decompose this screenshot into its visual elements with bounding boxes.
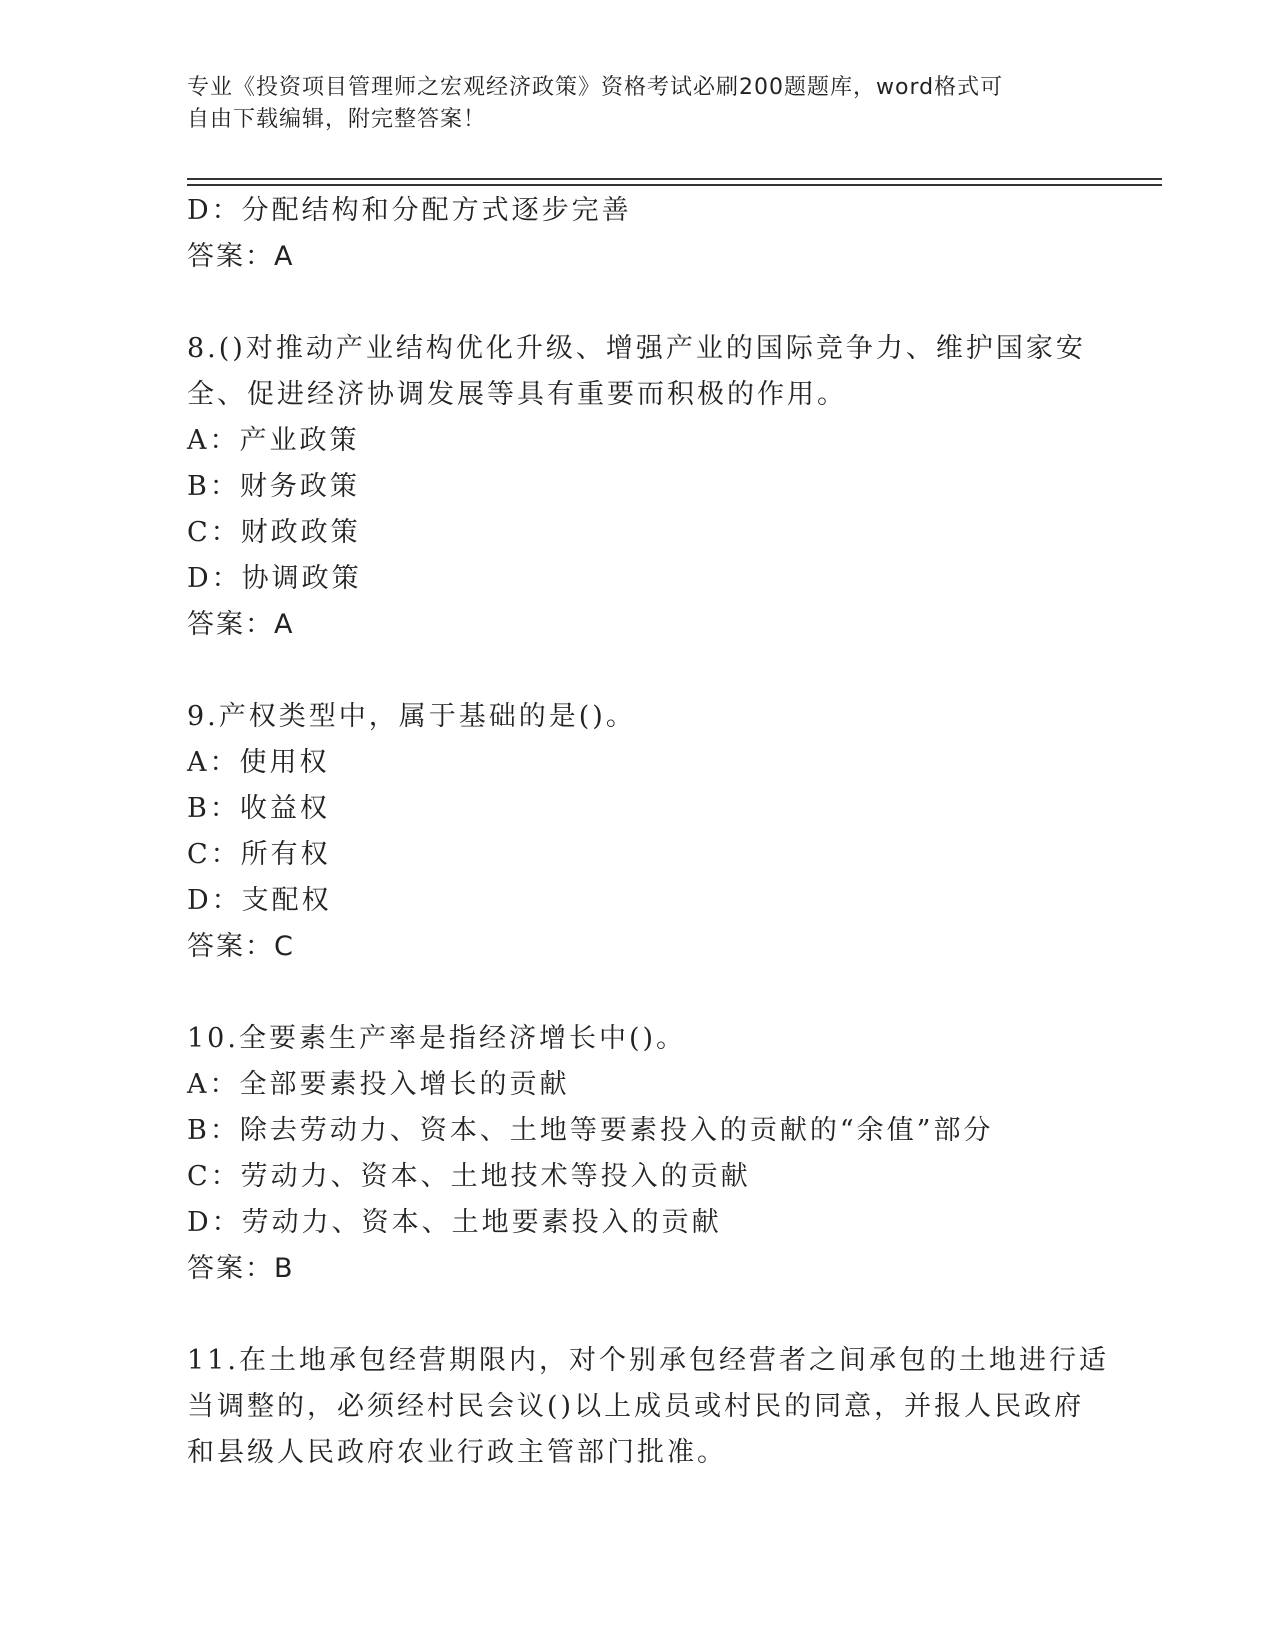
header-line-1: 专业《投资项目管理师之宏观经济政策》资格考试必刷200题题库，word格式可	[187, 75, 1004, 100]
answer: 答案：B	[187, 1253, 295, 1284]
header-rule-top	[187, 178, 1162, 180]
question-stem: 9.产权类型中，属于基础的是()。	[187, 701, 636, 732]
option-b: B：财务政策	[187, 471, 360, 502]
document-header	[187, 72, 1087, 136]
header-rule-bottom	[187, 184, 1162, 186]
question-8	[187, 326, 1087, 648]
option-b: B：收益权	[187, 793, 330, 824]
question-stem: 11.在土地承包经营期限内，对个别承包经营者之间承包的土地进行适	[187, 1345, 1109, 1376]
option-d: D：分配结构和分配方式逐步完善	[187, 195, 632, 226]
question-stem: 8.()对推动产业结构优化升级、增强产业的国际竞争力、维护国家安	[187, 333, 1086, 364]
option-d: D：劳动力、资本、土地要素投入的贡献	[187, 1207, 722, 1238]
question-stem: 10.全要素生产率是指经济增长中()。	[187, 1023, 687, 1054]
answer: 答案：C	[187, 931, 295, 962]
question-stem: 全、促进经济协调发展等具有重要而积极的作用。	[187, 379, 847, 410]
option-a: A：使用权	[187, 747, 330, 778]
option-d: D：协调政策	[187, 563, 362, 594]
header-line-2: 自由下载编辑，附完整答案！	[187, 107, 487, 132]
question-stem: 和县级人民政府农业行政主管部门批准。	[187, 1437, 727, 1468]
spacer	[187, 648, 1087, 694]
question-9	[187, 694, 1087, 970]
option-d: D：支配权	[187, 885, 332, 916]
question-10	[187, 1016, 1087, 1292]
answer: 答案：A	[187, 609, 295, 640]
spacer	[187, 280, 1087, 326]
document-body	[187, 188, 1109, 1476]
option-a: A：全部要素投入增长的贡献	[187, 1069, 570, 1100]
spacer	[187, 1292, 1087, 1338]
option-b: B：除去劳动力、资本、土地等要素投入的贡献的“余值”部分	[187, 1115, 994, 1146]
option-c: C：劳动力、资本、土地技术等投入的贡献	[187, 1161, 751, 1192]
spacer	[187, 970, 1087, 1016]
previous-question	[187, 188, 1087, 280]
option-c: C：财政政策	[187, 517, 361, 548]
question-11	[187, 1338, 1109, 1476]
answer: 答案：A	[187, 241, 295, 272]
option-a: A：产业政策	[187, 425, 360, 456]
option-c: C：所有权	[187, 839, 331, 870]
question-stem: 当调整的，必须经村民会议()以上成员或村民的同意，并报人民政府	[187, 1391, 1085, 1422]
